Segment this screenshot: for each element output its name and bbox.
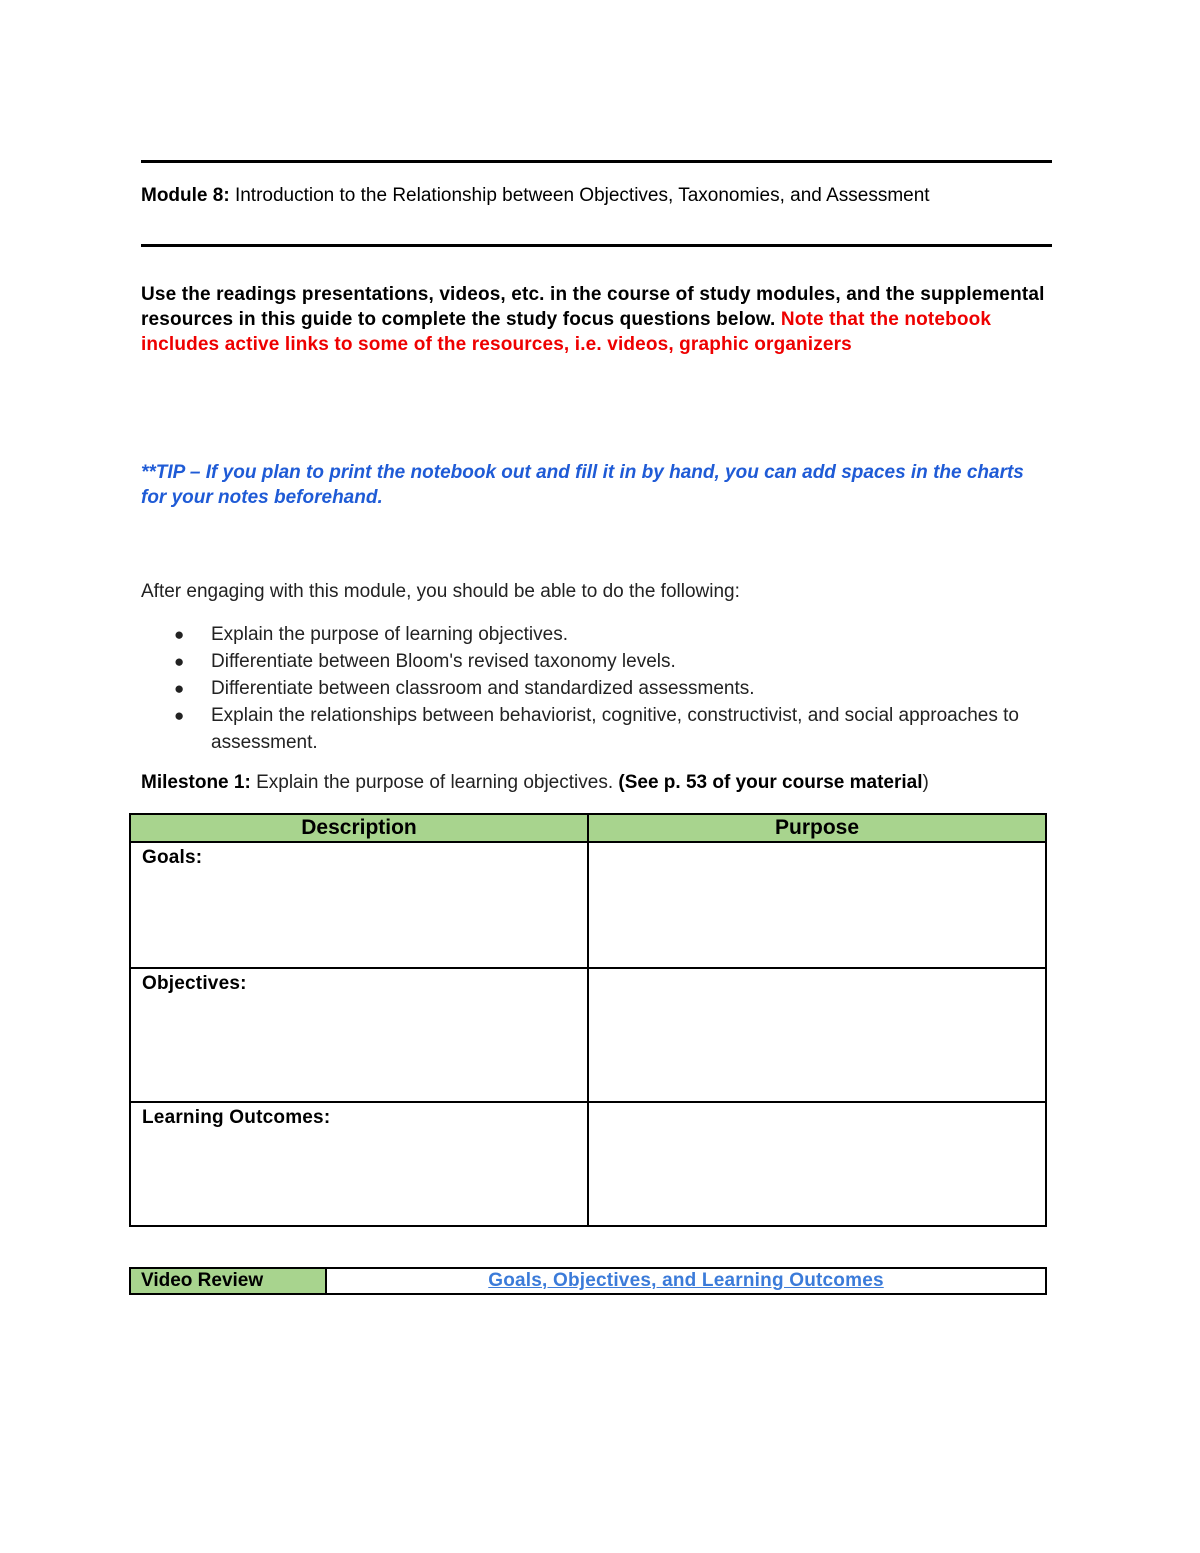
table-row xyxy=(130,968,1046,1102)
notes-table xyxy=(129,813,1047,1227)
milestone-reference: (See p. 53 of your course material xyxy=(618,772,923,793)
milestone-heading xyxy=(141,771,929,795)
header-description: Description xyxy=(130,814,588,842)
purpose-cell-goals[interactable] xyxy=(588,842,1046,968)
module-heading xyxy=(141,184,930,208)
instructions-note: Note that the notebook includes active links to some of the resources, i.e. videos, graphic organizers xyxy=(141,309,992,355)
bottom-divider xyxy=(141,244,1052,247)
video-review-label: Video Review xyxy=(130,1268,326,1294)
milestone-label: Milestone 1: xyxy=(141,772,251,793)
row-label-goals: Goals: xyxy=(130,842,588,968)
list-item xyxy=(141,702,1041,756)
intro-text: After engaging with this module, you should be able to do the following: xyxy=(141,581,740,602)
top-divider xyxy=(141,160,1052,163)
table-row xyxy=(130,1102,1046,1226)
bullet-icon: ● xyxy=(174,679,185,698)
module-title: Introduction to the Relationship between Objectives, Taxonomies, and Assessment xyxy=(234,185,930,206)
instructions-paragraph xyxy=(141,282,1056,357)
objective-text: Differentiate between classroom and standardized assessments. xyxy=(211,678,755,699)
module-label: Module 8: xyxy=(141,185,230,206)
instructions-text: Use the readings presentations, videos, etc. in the course of study modules, and the supplemental resources in this guide to complete the study focus questions below. xyxy=(141,284,1045,330)
purpose-cell-learning-outcomes[interactable] xyxy=(588,1102,1046,1226)
bullet-icon: ● xyxy=(174,706,185,725)
bullet-icon: ● xyxy=(174,652,185,671)
table-row xyxy=(130,1268,1046,1294)
list-item xyxy=(141,675,1041,702)
row-label-objectives: Objectives: xyxy=(130,968,588,1102)
objective-text: Explain the relationships between behaviorist, cognitive, constructivist, and social approaches to assessment. xyxy=(211,705,1019,753)
table-row xyxy=(130,842,1046,968)
objective-text: Differentiate between Bloom's revised taxonomy levels. xyxy=(211,651,676,672)
video-link-cell xyxy=(326,1268,1046,1294)
milestone-text: Explain the purpose of learning objectives. xyxy=(256,772,614,793)
milestone-reference-close: ) xyxy=(922,772,929,793)
tip-paragraph: **TIP – If you plan to print the notebook out and fill it in by hand, you can add spaces in the charts for your notes beforehand. xyxy=(141,462,1024,508)
header-purpose: Purpose xyxy=(588,814,1046,842)
objective-text: Explain the purpose of learning objectives. xyxy=(211,624,569,645)
video-link[interactable]: Goals, Objectives, and Learning Outcomes xyxy=(488,1270,884,1291)
objectives-list xyxy=(141,621,1041,756)
video-review-table xyxy=(129,1267,1047,1295)
table-header-row xyxy=(130,814,1046,842)
bullet-icon: ● xyxy=(174,625,185,644)
list-item xyxy=(141,648,1041,675)
list-item xyxy=(141,621,1041,648)
row-label-learning-outcomes: Learning Outcomes: xyxy=(130,1102,588,1226)
purpose-cell-objectives[interactable] xyxy=(588,968,1046,1102)
